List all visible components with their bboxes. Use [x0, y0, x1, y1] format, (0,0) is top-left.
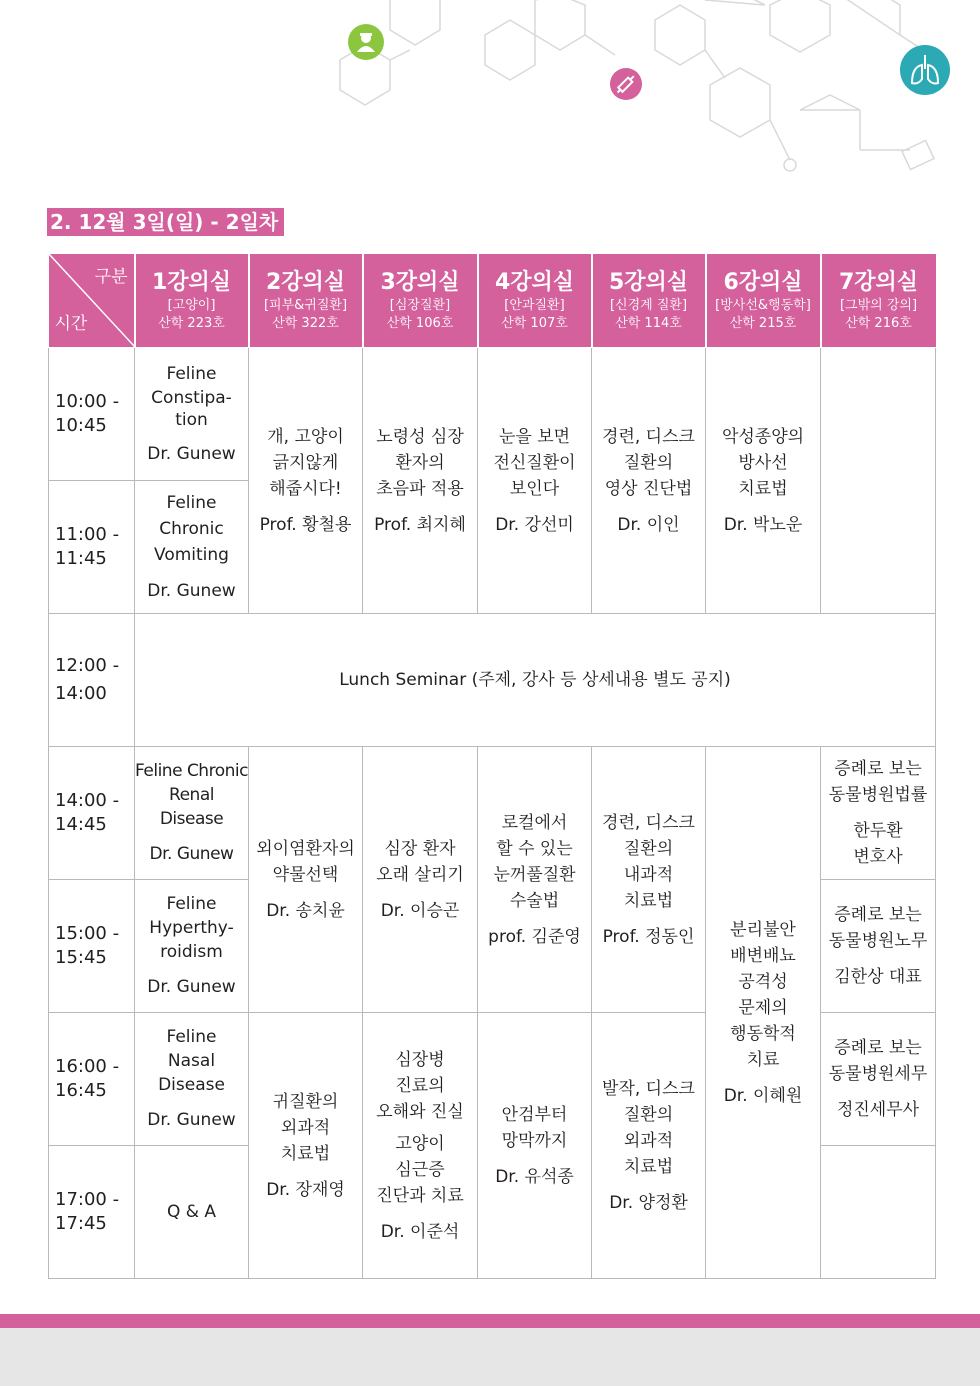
session-cell: 귀질환의 외과적 치료법 Dr. 장재영	[249, 1013, 363, 1279]
session-cell: Feline Hyperthy- roidism Dr. Gunew	[135, 880, 249, 1013]
session-cell: 심장병 진료의 오해와 진실 고양이 심근증 진단과 치료 Dr. 이준석	[363, 1013, 478, 1279]
empty-cell	[821, 1146, 936, 1279]
schedule-table	[48, 253, 936, 1279]
syringe-icon	[610, 68, 642, 100]
room-header-7: 7강의실 [그밖의 강의] 산학 216호	[821, 254, 936, 348]
category-label: 구분	[94, 267, 128, 287]
time-slot: 15:00 - 15:45	[49, 880, 135, 1013]
session-cell: 경련, 디스크 질환의 영상 진단법 Dr. 이인	[592, 348, 706, 614]
session-cell: Q & A	[135, 1146, 249, 1279]
table-row	[49, 348, 936, 481]
room-header-5: 5강의실 [신경계 질환] 산학 114호	[592, 254, 706, 348]
time-slot: 12:00 - 14:00	[49, 614, 135, 747]
session-cell: 외이염환자의 약물선택 Dr. 송치윤	[249, 747, 363, 1013]
footer-accent-bar	[0, 1314, 980, 1328]
table-row	[49, 747, 936, 880]
room-header-4: 4강의실 [안과질환] 산학 107호	[478, 254, 592, 348]
lungs-icon	[900, 45, 950, 95]
person-icon	[348, 24, 384, 60]
lunch-seminar-cell: Lunch Seminar (주제, 강사 등 상세내용 별도 공지)	[135, 614, 936, 747]
session-cell: 안검부터 망막까지 Dr. 유석종	[478, 1013, 592, 1279]
session-cell: 발작, 디스크 질환의 외과적 치료법 Dr. 양정환	[592, 1013, 706, 1279]
table-row	[49, 614, 936, 747]
session-cell: 증례로 보는 동물병원세무 정진세무사	[821, 1013, 936, 1146]
section-title: 2. 12월 3일(일) - 2일차	[47, 208, 284, 236]
session-cell: 분리불안 배변배뇨 공격성 문제의 행동학적 치료 Dr. 이혜원	[706, 747, 821, 1279]
empty-cell	[821, 348, 936, 614]
time-slot: 10:00 - 10:45	[49, 348, 135, 481]
session-cell: 경련, 디스크 질환의 내과적 치료법 Prof. 정동인	[592, 747, 706, 1013]
header-row	[49, 254, 936, 348]
session-cell: 심장 환자 오래 살리기 Dr. 이승곤	[363, 747, 478, 1013]
time-label: 시간	[54, 314, 88, 334]
session-cell: Feline Nasal Disease Dr. Gunew	[135, 1013, 249, 1146]
session-cell: 악성종양의 방사선 치료법 Dr. 박노운	[706, 348, 821, 614]
room-header-6: 6강의실 [방사선&행동학] 산학 215호	[706, 254, 821, 348]
room-header-3: 3강의실 [심장질환] 산학 106호	[363, 254, 478, 348]
session-cell: 노령성 심장 환자의 초음파 적용 Prof. 최지혜	[363, 348, 478, 614]
time-slot: 14:00 - 14:45	[49, 747, 135, 880]
footer-band	[0, 1328, 980, 1386]
session-cell: Feline Chronic Vomiting Dr. Gunew	[135, 481, 249, 614]
session-cell: 눈을 보면 전신질환이 보인다 Dr. 강선미	[478, 348, 592, 614]
session-cell: 개, 고양이 긁지않게 해줍시다! Prof. 황철용	[249, 348, 363, 614]
room-header-1: 1강의실 [고양이] 산학 223호	[135, 254, 249, 348]
session-cell: 증례로 보는 동물병원노무 김한상 대표	[821, 880, 936, 1013]
session-cell: Feline Chronic Renal Disease Dr. Gunew	[135, 747, 249, 880]
time-slot: 17:00 - 17:45	[49, 1146, 135, 1279]
time-slot: 11:00 - 11:45	[49, 481, 135, 614]
time-slot: 16:00 - 16:45	[49, 1013, 135, 1146]
session-cell: 로컬에서 할 수 있는 눈꺼풀질환 수술법 prof. 김준영	[478, 747, 592, 1013]
molecule-decoration	[0, 0, 980, 200]
session-cell: Feline Constipa- tion Dr. Gunew	[135, 348, 249, 481]
corner-header	[49, 254, 135, 348]
session-cell: 증례로 보는 동물병원법률 한두환 변호사	[821, 747, 936, 880]
room-header-2: 2강의실 [피부&귀질환] 산학 322호	[249, 254, 363, 348]
